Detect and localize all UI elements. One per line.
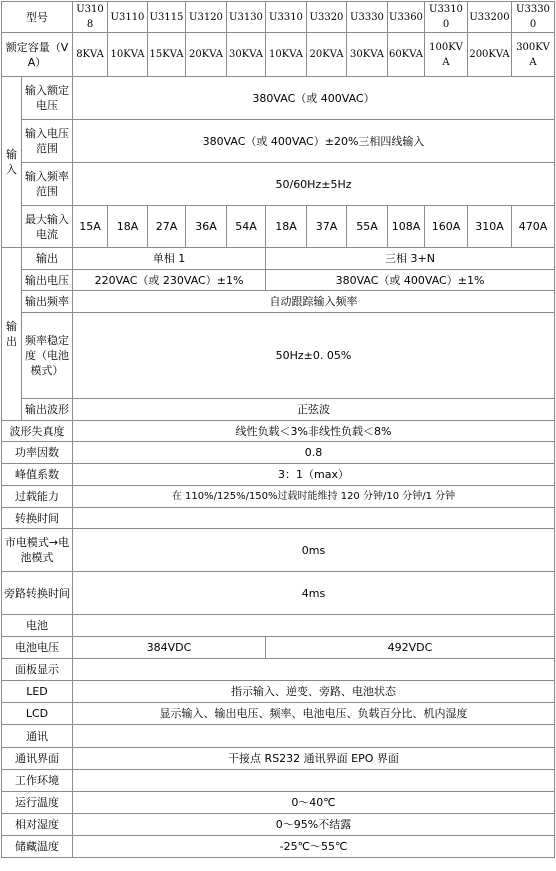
panel-row	[2, 659, 555, 681]
model-cell: U3115	[148, 2, 186, 33]
lcd-row	[2, 703, 555, 725]
model-cell: U3330	[347, 2, 388, 33]
output-frequency-label: 输出频率	[22, 291, 73, 313]
max-current-cell: 160A	[425, 206, 468, 248]
output-voltage-three: 380VAC（或 400VAC）±1%	[266, 270, 555, 291]
power-factor-value: 0.8	[73, 442, 555, 464]
max-current-cell: 15A	[73, 206, 108, 248]
max-current-cell: 18A	[266, 206, 307, 248]
input-voltage-range-label: 输入电压范围	[22, 120, 73, 163]
environment-label: 工作环境	[2, 770, 73, 792]
model-cell: U3360	[388, 2, 425, 33]
input-frequency-range-label: 输入频率范围	[22, 163, 73, 206]
input-voltage-range-row	[2, 120, 555, 163]
output-voltage-row	[2, 270, 555, 291]
comm-value	[73, 725, 555, 748]
model-label: 型号	[2, 2, 73, 33]
input-frequency-range-value: 50/60Hz±5Hz	[73, 163, 555, 206]
storage-temp-row	[2, 836, 555, 858]
bypass-transfer-label: 旁路转换时间	[2, 572, 73, 615]
capacity-cell: 20KVA	[307, 33, 347, 77]
storage-temp-value: -25℃～55℃	[73, 836, 555, 858]
mains-to-battery-value: 0ms	[73, 529, 555, 572]
model-cell: U33200	[468, 2, 512, 33]
thd-label: 波形失真度	[2, 421, 73, 442]
output-frequency-value: 自动跟踪输入频率	[73, 291, 555, 313]
ups-spec-table	[1, 1, 555, 858]
output-waveform-label: 输出波形	[22, 399, 73, 421]
comm-label: 通讯	[2, 725, 73, 748]
model-cell: U3310	[266, 2, 307, 33]
output-frequency-row	[2, 291, 555, 313]
transfer-time-value	[73, 508, 555, 529]
output-voltage-single: 220VAC（或 230VAC）±1%	[73, 270, 266, 291]
capacity-cell: 30KVA	[347, 33, 388, 77]
output-waveform-value: 正弦波	[73, 399, 555, 421]
humidity-value: 0～95%不结露	[73, 814, 555, 836]
overload-row	[2, 486, 555, 508]
comm-row	[2, 725, 555, 748]
output-single-phase: 单相 1	[73, 248, 266, 270]
max-current-cell: 18A	[108, 206, 148, 248]
model-cell: U3130	[227, 2, 266, 33]
input-rated-voltage-value: 380VAC（或 400VAC）	[73, 77, 555, 120]
environment-value	[73, 770, 555, 792]
led-row	[2, 681, 555, 703]
capacity-cell: 8KVA	[73, 33, 108, 77]
output-freq-stability-value: 50Hz±0. 05%	[73, 313, 555, 399]
lcd-value: 显示输入、输出电压、频率、电池电压、负载百分比、机内湿度	[73, 703, 555, 725]
panel-value	[73, 659, 555, 681]
capacity-cell: 30KVA	[227, 33, 266, 77]
humidity-row	[2, 814, 555, 836]
model-cell: U3110	[108, 2, 148, 33]
output-three-phase: 三相 3+N	[266, 248, 555, 270]
output-group-label: 输出	[2, 248, 22, 421]
humidity-label: 相对湿度	[2, 814, 73, 836]
storage-temp-label: 储藏温度	[2, 836, 73, 858]
output-freq-stability-label: 频率稳定度（电池模式）	[22, 313, 73, 399]
overload-label: 过载能力	[2, 486, 73, 508]
capacity-cell: 10KVA	[266, 33, 307, 77]
capacity-cell: 15KVA	[148, 33, 186, 77]
input-rated-voltage-label: 输入额定电压	[22, 77, 73, 120]
model-cell: U3320	[307, 2, 347, 33]
capacity-cell: 200KVA	[468, 33, 512, 77]
output-freq-stability-row	[2, 313, 555, 399]
model-cell: U33300	[512, 2, 555, 33]
overload-value: 在 110%/125%/150%过载时能维持 120 分钟/10 分钟/1 分钟	[73, 486, 555, 508]
model-cell: U33100	[425, 2, 468, 33]
crest-factor-row	[2, 464, 555, 486]
battery-value	[73, 615, 555, 637]
model-cell: U3120	[186, 2, 227, 33]
battery-label: 电池	[2, 615, 73, 637]
op-temp-label: 运行温度	[2, 792, 73, 814]
power-factor-row	[2, 442, 555, 464]
model-cell: U3108	[73, 2, 108, 33]
capacity-label: 额定容量（VA）	[2, 33, 73, 77]
battery-voltage-label: 电池电压	[2, 637, 73, 659]
capacity-cell: 10KVA	[108, 33, 148, 77]
input-rated-voltage-row	[2, 77, 555, 120]
transfer-time-label: 转换时间	[2, 508, 73, 529]
output-label: 输出	[22, 248, 73, 270]
max-current-cell: 55A	[347, 206, 388, 248]
model-row	[2, 2, 555, 33]
input-voltage-range-value: 380VAC（或 400VAC）±20%三相四线输入	[73, 120, 555, 163]
bypass-transfer-row	[2, 572, 555, 615]
max-current-cell: 37A	[307, 206, 347, 248]
comm-interface-value: 干接点 RS232 通讯界面 EPO 界面	[73, 748, 555, 770]
comm-interface-row	[2, 748, 555, 770]
max-current-cell: 470A	[512, 206, 555, 248]
capacity-row	[2, 33, 555, 77]
mains-to-battery-row	[2, 529, 555, 572]
power-factor-label: 功率因数	[2, 442, 73, 464]
output-waveform-row	[2, 399, 555, 421]
max-current-cell: 36A	[186, 206, 227, 248]
max-current-cell: 310A	[468, 206, 512, 248]
crest-factor-label: 峰值系数	[2, 464, 73, 486]
capacity-cell: 300KVA	[512, 33, 555, 77]
output-voltage-label: 输出电压	[22, 270, 73, 291]
bypass-transfer-value: 4ms	[73, 572, 555, 615]
transfer-time-row	[2, 508, 555, 529]
environment-row	[2, 770, 555, 792]
op-temp-value: 0～40℃	[73, 792, 555, 814]
input-group-label: 输入	[2, 77, 22, 248]
input-frequency-range-row	[2, 163, 555, 206]
battery-voltage-left: 384VDC	[73, 637, 266, 659]
battery-row	[2, 615, 555, 637]
thd-value: 线性负载＜3%非线性负载＜8%	[73, 421, 555, 442]
lcd-label: LCD	[2, 703, 73, 725]
battery-voltage-row	[2, 637, 555, 659]
output-phase-row	[2, 248, 555, 270]
thd-row	[2, 421, 555, 442]
battery-voltage-right: 492VDC	[266, 637, 555, 659]
led-label: LED	[2, 681, 73, 703]
panel-label: 面板显示	[2, 659, 73, 681]
capacity-cell: 100KVA	[425, 33, 468, 77]
input-max-current-row	[2, 206, 555, 248]
led-value: 指示输入、逆变、旁路、电池状态	[73, 681, 555, 703]
max-current-cell: 27A	[148, 206, 186, 248]
capacity-cell: 60KVA	[388, 33, 425, 77]
capacity-cell: 20KVA	[186, 33, 227, 77]
mains-to-battery-label: 市电模式→电池模式	[2, 529, 73, 572]
input-max-current-label: 最大输入电流	[22, 206, 73, 248]
comm-interface-label: 通讯界面	[2, 748, 73, 770]
crest-factor-value: 3：1（max）	[73, 464, 555, 486]
op-temp-row	[2, 792, 555, 814]
max-current-cell: 54A	[227, 206, 266, 248]
max-current-cell: 108A	[388, 206, 425, 248]
